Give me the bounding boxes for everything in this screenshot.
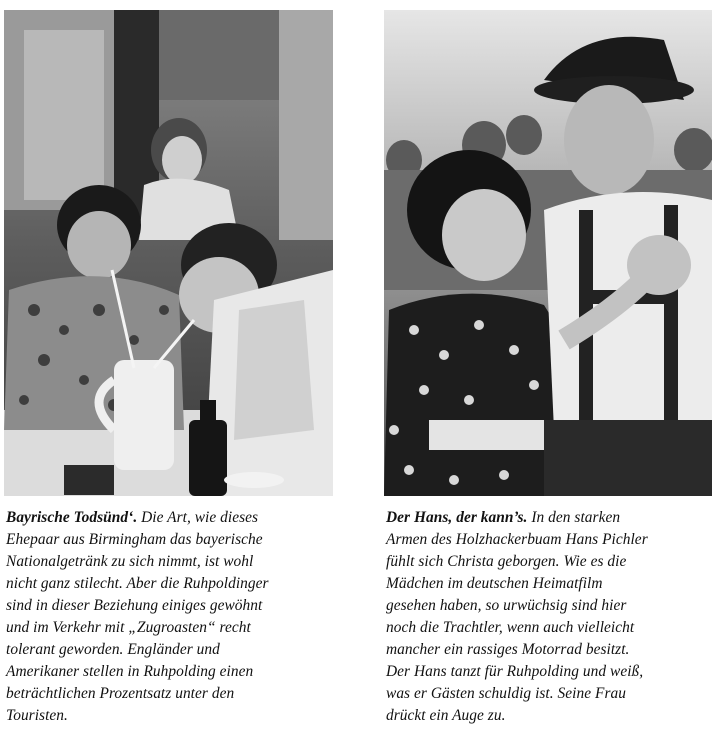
right-caption-line-5: gesehen haben, so urwüchsig sind hier [386, 597, 627, 614]
right-caption-lead: Der Hans, der kann’s. [386, 509, 528, 526]
right-caption [386, 507, 718, 727]
right-caption-line-6: noch die Trachtler, wenn auch vielleicht [386, 619, 635, 636]
left-caption-line-7: tolerant geworden. Engländer und [6, 641, 220, 658]
left-caption-line-9: beträchtlichen Prozentsatz unter den [6, 685, 235, 702]
right-photo [384, 10, 712, 496]
right-caption-line-10: drückt ein Auge zu. [386, 707, 506, 724]
left-photo [4, 10, 333, 496]
left-caption-line-3: Nationalgetränk zu sich nimmt, ist wohl [6, 553, 254, 570]
right-photo-image [384, 10, 712, 496]
left-caption [6, 507, 346, 727]
left-caption-line-8: Amerikaner stellen in Ruhpolding einen [6, 663, 254, 680]
left-caption-line-2: Ehepaar aus Birmingham das bayerische [6, 531, 263, 548]
right-caption-line-3: fühlt sich Christa geborgen. Wie es die [386, 553, 627, 570]
right-caption-line-9: was er Gästen schuldig ist. Seine Frau [386, 685, 627, 702]
left-caption-lead: Bayrische Todsünd‘. [6, 509, 138, 526]
left-photo-image [4, 10, 333, 496]
left-caption-line-4: nicht ganz stilecht. Aber die Ruhpoldinger [6, 575, 269, 592]
right-caption-line-1: Der Hans, der kann’s. In den starken [386, 509, 621, 526]
right-caption-line-7: mancher ein rassiges Motorrad besitzt. [386, 641, 630, 658]
left-caption-line-1: Bayrische Todsünd‘. Die Art, wie dieses [6, 509, 259, 526]
right-caption-line-2: Armen des Holzhackerbuam Hans Pichler [386, 531, 648, 548]
right-caption-line-4: Mädchen im deutschen Heimatfilm [386, 575, 603, 592]
left-caption-line-10: Touristen. [6, 707, 68, 724]
right-caption-line-8: Der Hans tanzt für Ruhpolding und weiß, [386, 663, 644, 680]
left-caption-line-6: und im Verkehr mit „Zugroasten“ recht [6, 619, 251, 636]
left-caption-line-5: sind in dieser Beziehung einiges gewöhnt [6, 597, 263, 614]
